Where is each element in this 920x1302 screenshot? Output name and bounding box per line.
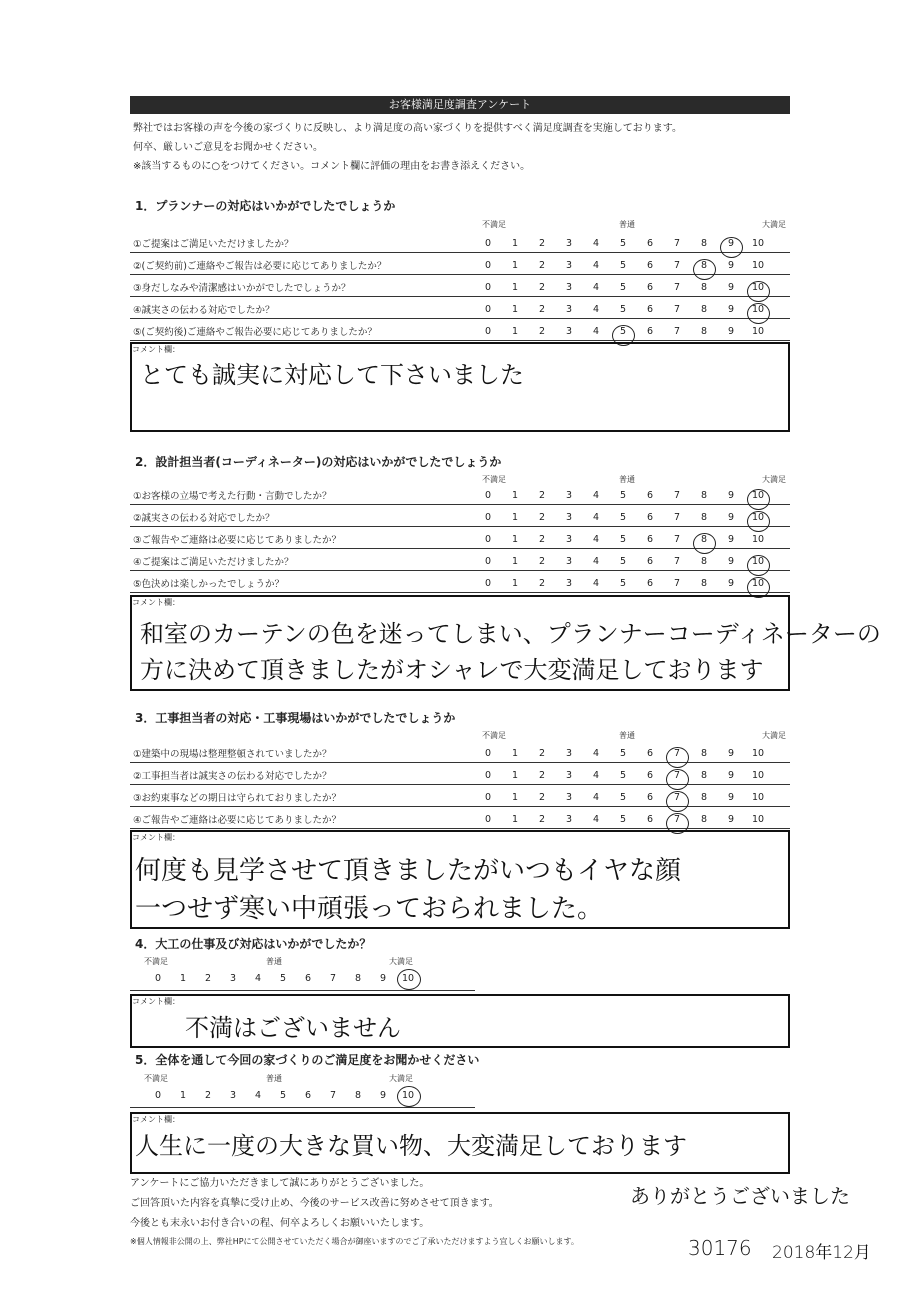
rating-option[interactable]: 0: [484, 578, 492, 589]
scale-low-label: 不満足: [482, 731, 506, 740]
rating-option[interactable]: 0: [484, 512, 492, 523]
rating-option[interactable]: 1: [511, 814, 519, 825]
rating-option[interactable]: 8: [700, 282, 708, 293]
rating-option[interactable]: 4: [254, 973, 262, 984]
rating-option[interactable]: 7: [673, 304, 681, 315]
comment-label: コメント欄：: [132, 997, 180, 1006]
rating-option[interactable]: 10: [401, 973, 415, 984]
handwritten-date: 2018年12月: [772, 1243, 871, 1263]
rating-option[interactable]: 0: [484, 238, 492, 249]
scale-high-label: 大満足: [389, 957, 413, 966]
rating-option[interactable]: 8: [694, 260, 714, 271]
question-row: [130, 298, 790, 319]
rating-option[interactable]: 8: [700, 556, 708, 567]
section-4-title: 4．大工の仕事及び対応はいかがでしたか？: [135, 937, 372, 951]
rating-option[interactable]: 5: [619, 792, 627, 803]
rating-option[interactable]: 2: [538, 490, 546, 501]
rating-option[interactable]: 2: [538, 282, 546, 293]
handwritten-comment: 一つせず寒い中頑張っておられました。: [135, 894, 604, 924]
section-2-title: 2．設計担当者(コーディネーター)の対応はいかがでしたでしょうか: [135, 455, 502, 469]
rating-option[interactable]: 7: [673, 282, 681, 293]
rating-option[interactable]: 10: [748, 578, 768, 589]
rating-option[interactable]: 4: [592, 326, 600, 337]
rating-option[interactable]: 5: [619, 490, 627, 501]
rating-option[interactable]: 1: [511, 792, 519, 803]
rating-option[interactable]: 0: [484, 770, 492, 781]
survey-title: お客様満足度調査アンケート: [130, 96, 790, 114]
rating-option[interactable]: 4: [592, 260, 600, 271]
question-row: [130, 506, 790, 527]
rating-option[interactable]: 1: [511, 556, 519, 567]
rating-option[interactable]: 8: [700, 326, 708, 337]
rating-option[interactable]: 1: [511, 238, 519, 249]
rating-underline: [130, 1107, 475, 1108]
rating-option[interactable]: 9: [727, 556, 735, 567]
rating-option[interactable]: 0: [484, 304, 492, 315]
rating-option[interactable]: 9: [727, 748, 735, 759]
handwritten-comment: 方に決めて頂きましたがオシャレで大変満足しております: [140, 656, 764, 684]
rating-option[interactable]: 2: [538, 260, 546, 271]
section-3-title: 3．工事担当者の対応・工事現場はいかがでしたでしょうか: [135, 711, 456, 725]
rating-option[interactable]: 8: [700, 578, 708, 589]
footer-closing: 今後とも末永いお付き合いの程、何卒よろしくお願いいたします。: [130, 1218, 430, 1229]
rating-option[interactable]: 3: [565, 748, 573, 759]
selected-rating-circle: [397, 1086, 421, 1107]
rating-option[interactable]: 2: [538, 304, 546, 315]
question-row: [130, 276, 790, 297]
rating-option[interactable]: 8: [694, 534, 714, 545]
rating-option[interactable]: 8: [700, 814, 708, 825]
question-text: ⑤色決めは楽しかったでしょうか？: [133, 579, 285, 590]
scale-low-label: 不満足: [482, 220, 506, 229]
scale-low-label: 不満足: [144, 957, 168, 966]
rating-option[interactable]: 6: [646, 770, 654, 781]
rating-option[interactable]: 6: [646, 534, 654, 545]
scale-mid-label: 普通: [619, 220, 635, 229]
rating-option[interactable]: 6: [646, 792, 654, 803]
rating-option[interactable]: 5: [619, 556, 627, 567]
rating-option[interactable]: 3: [565, 282, 573, 293]
rating-option[interactable]: 0: [484, 282, 492, 293]
rating-option[interactable]: 5: [619, 748, 627, 759]
rating-option[interactable]: 8: [700, 748, 708, 759]
rating-option[interactable]: 8: [700, 770, 708, 781]
rating-option[interactable]: 7: [673, 260, 681, 271]
rating-option[interactable]: 8: [700, 238, 708, 249]
rating-option[interactable]: 9: [379, 1090, 387, 1101]
question-row: [130, 528, 790, 549]
rating-option[interactable]: 5: [279, 1090, 287, 1101]
rating-option[interactable]: 10: [751, 770, 765, 781]
rating-option[interactable]: 3: [565, 260, 573, 271]
question-row: [130, 550, 790, 571]
rating-option[interactable]: 5: [619, 534, 627, 545]
question-row: [130, 254, 790, 275]
rating-option[interactable]: 7: [673, 490, 681, 501]
rating-option[interactable]: 7: [673, 534, 681, 545]
intro-text-1: 弊社ではお客様の声を今後の家づくりに反映し、より満足度の高い家づくりを提供すべく満足度調査を実施しております。: [133, 123, 682, 134]
rating-option[interactable]: 1: [511, 282, 519, 293]
question-row: [130, 764, 790, 785]
rating-option[interactable]: 2: [538, 748, 546, 759]
handwritten-comment: 不満はございません: [185, 1014, 401, 1042]
rating-option[interactable]: 4: [592, 814, 600, 825]
rating-option[interactable]: 2: [538, 512, 546, 523]
rating-option[interactable]: 1: [511, 770, 519, 781]
question-row: [130, 808, 790, 829]
question-text: ④誠実さの伝わる対応でしたか？: [133, 305, 275, 316]
rating-option[interactable]: 8: [700, 512, 708, 523]
rating-option[interactable]: 4: [592, 534, 600, 545]
rating-option[interactable]: 10: [751, 814, 765, 825]
rating-option[interactable]: 0: [484, 260, 492, 271]
rating-option[interactable]: 2: [538, 534, 546, 545]
rating-option[interactable]: 1: [511, 578, 519, 589]
scale-low-label: 不満足: [482, 475, 506, 484]
question-text: ③お約束事などの期日は守られておりましたか？: [133, 793, 342, 804]
rating-option[interactable]: 8: [700, 792, 708, 803]
scale-mid-label: 普通: [266, 1074, 282, 1083]
rating-option[interactable]: 6: [646, 748, 654, 759]
rating-option[interactable]: 1: [511, 512, 519, 523]
rating-option[interactable]: 2: [538, 556, 546, 567]
handwritten-thanks: ありがとうございました: [630, 1184, 850, 1208]
scale-high-label: 大満足: [389, 1074, 413, 1083]
rating-option[interactable]: 2: [538, 326, 546, 337]
scale-high-label: 大満足: [762, 731, 786, 740]
rating-option[interactable]: 10: [748, 512, 768, 523]
scale-mid-label: 普通: [619, 731, 635, 740]
rating-option[interactable]: 8: [354, 973, 362, 984]
rating-option[interactable]: 3: [565, 304, 573, 315]
rating-option[interactable]: 8: [700, 304, 708, 315]
rating-option[interactable]: 3: [565, 792, 573, 803]
rating-option[interactable]: 10: [751, 238, 765, 249]
question-text: ②(ご契約前)ご連絡やご報告は必要に応じてありましたか？: [133, 261, 387, 272]
question-text: ⑤(ご契約後)ご連絡やご報告必要に応じてありましたか？: [133, 327, 377, 338]
rating-option[interactable]: 7: [329, 1090, 337, 1101]
comment-label: コメント欄：: [132, 345, 180, 354]
rating-option[interactable]: 9: [727, 814, 735, 825]
rating-option[interactable]: 6: [646, 260, 654, 271]
rating-option[interactable]: 5: [619, 282, 627, 293]
rating-option[interactable]: 6: [646, 578, 654, 589]
comment-label: コメント欄：: [132, 833, 180, 842]
rating-option[interactable]: 2: [204, 973, 212, 984]
question-text: ④ご提案はご満足いただけましたか？: [133, 557, 294, 568]
rating-option[interactable]: 5: [619, 770, 627, 781]
comment-label: コメント欄：: [132, 598, 180, 607]
rating-option[interactable]: 0: [484, 792, 492, 803]
handwritten-id: 30176: [688, 1236, 752, 1260]
handwritten-comment: 和室のカーテンの色を迷ってしまい、プランナーコーディネーターの: [140, 620, 881, 648]
rating-option[interactable]: 2: [204, 1090, 212, 1101]
rating-option[interactable]: 9: [727, 304, 735, 315]
rating-option[interactable]: 5: [619, 260, 627, 271]
rating-option[interactable]: 10: [751, 326, 765, 337]
footer-privacy-note: ※個人情報非公開の上、弊社HPにて公開させていただく場合が御座いますのでご了承いただけますよう宜しくお願いします。: [130, 1237, 579, 1246]
rating-option[interactable]: 5: [279, 973, 287, 984]
rating-option[interactable]: 9: [727, 326, 735, 337]
rating-option[interactable]: 1: [179, 1090, 187, 1101]
rating-option[interactable]: 0: [484, 326, 492, 337]
intro-text-2: 何卒、厳しいご意見をお聞かせください。: [133, 142, 323, 153]
rating-option[interactable]: 1: [511, 490, 519, 501]
rating-option[interactable]: 6: [646, 304, 654, 315]
rating-option[interactable]: 3: [229, 973, 237, 984]
rating-option[interactable]: 1: [511, 534, 519, 545]
rating-option[interactable]: 0: [154, 1090, 162, 1101]
question-text: ①建築中の現場は整理整頓されていましたか？: [133, 749, 332, 760]
rating-option[interactable]: 9: [727, 260, 735, 271]
rating-option[interactable]: 0: [484, 490, 492, 501]
question-text: ②工事担当者は誠実さの伝わる対応でしたか？: [133, 771, 332, 782]
rating-option[interactable]: 6: [304, 1090, 312, 1101]
rating-option[interactable]: 0: [154, 973, 162, 984]
rating-option[interactable]: 3: [229, 1090, 237, 1101]
rating-option[interactable]: 9: [727, 792, 735, 803]
rating-option[interactable]: 3: [565, 556, 573, 567]
rating-option[interactable]: 10: [751, 792, 765, 803]
rating-option[interactable]: 6: [646, 556, 654, 567]
rating-option[interactable]: 5: [619, 238, 627, 249]
rating-option[interactable]: 0: [484, 748, 492, 759]
rating-option[interactable]: 3: [565, 512, 573, 523]
rating-option[interactable]: 2: [538, 814, 546, 825]
rating-option[interactable]: 1: [179, 973, 187, 984]
rating-option[interactable]: 6: [304, 973, 312, 984]
rating-option[interactable]: 3: [565, 814, 573, 825]
rating-option[interactable]: 9: [379, 973, 387, 984]
rating-option[interactable]: 5: [619, 814, 627, 825]
question-row: [130, 232, 790, 253]
rating-option[interactable]: 0: [484, 814, 492, 825]
footer-thanks: アンケートにご協力いただきまして誠にありがとうございました。: [130, 1178, 430, 1189]
comment-label: コメント欄：: [132, 1115, 180, 1124]
question-text: ③ご報告やご連絡は必要に応じてありましたか？: [133, 535, 342, 546]
rating-option[interactable]: 8: [700, 490, 708, 501]
rating-option[interactable]: 7: [673, 512, 681, 523]
rating-option[interactable]: 7: [673, 578, 681, 589]
question-text: ①お客様の立場で考えた行動・言動でしたか？: [133, 491, 332, 502]
rating-option[interactable]: 5: [619, 578, 627, 589]
rating-option[interactable]: 4: [592, 282, 600, 293]
rating-option[interactable]: 7: [673, 556, 681, 567]
rating-option[interactable]: 6: [646, 238, 654, 249]
rating-option[interactable]: 3: [565, 490, 573, 501]
scale-high-label: 大満足: [762, 475, 786, 484]
scale-mid-label: 普通: [619, 475, 635, 484]
rating-option[interactable]: 2: [538, 238, 546, 249]
rating-option[interactable]: 7: [667, 814, 687, 825]
rating-option[interactable]: 10: [748, 282, 768, 293]
rating-option[interactable]: 4: [592, 512, 600, 523]
rating-option[interactable]: 4: [592, 304, 600, 315]
rating-option[interactable]: 3: [565, 770, 573, 781]
rating-option[interactable]: 5: [619, 304, 627, 315]
rating-option[interactable]: 10: [748, 556, 768, 567]
question-row: [130, 572, 790, 593]
rating-option[interactable]: 7: [667, 770, 687, 781]
rating-option[interactable]: 1: [511, 326, 519, 337]
rating-option[interactable]: 9: [727, 490, 735, 501]
rating-option[interactable]: 3: [565, 326, 573, 337]
rating-option[interactable]: 4: [592, 770, 600, 781]
rating-option[interactable]: 5: [619, 512, 627, 523]
rating-option[interactable]: 10: [748, 304, 768, 315]
section-1-title: 1．プランナーの対応はいかがでしたでしょうか: [135, 199, 396, 213]
question-row: [130, 320, 790, 341]
rating-option[interactable]: 9: [727, 512, 735, 523]
rating-option[interactable]: 4: [592, 748, 600, 759]
rating-option[interactable]: 3: [565, 238, 573, 249]
question-row: [130, 484, 790, 505]
handwritten-comment: 何度も見学させて頂きましたがいつもイヤな顔: [135, 856, 682, 886]
rating-option[interactable]: 2: [538, 578, 546, 589]
rating-option[interactable]: 6: [646, 814, 654, 825]
rating-option[interactable]: 7: [329, 973, 337, 984]
rating-option[interactable]: 0: [484, 534, 492, 545]
rating-option[interactable]: 7: [673, 238, 681, 249]
rating-option[interactable]: 6: [646, 490, 654, 501]
rating-option[interactable]: 5: [613, 326, 633, 337]
intro-text-3: ※該当するものに○をつけてください。コメント欄に評価の理由をお書き添えください。: [133, 161, 531, 172]
rating-option[interactable]: 2: [538, 770, 546, 781]
rating-option[interactable]: 4: [592, 556, 600, 567]
rating-option[interactable]: 10: [751, 748, 765, 759]
footer-commitment: ご回答頂いた内容を真摯に受け止め、今後のサービス改善に努めさせて頂きます。: [130, 1198, 499, 1209]
rating-option[interactable]: 10: [748, 490, 768, 501]
question-text: ④ご報告やご連絡は必要に応じてありましたか？: [133, 815, 342, 826]
rating-option[interactable]: 7: [667, 792, 687, 803]
rating-option[interactable]: 7: [673, 326, 681, 337]
rating-option[interactable]: 3: [565, 534, 573, 545]
rating-option[interactable]: 8: [354, 1090, 362, 1101]
question-text: ②誠実さの伝わる対応でしたか？: [133, 513, 275, 524]
rating-option[interactable]: 1: [511, 304, 519, 315]
section-5-title: 5．全体を通して今回の家づくりのご満足度をお聞かせください: [135, 1053, 480, 1067]
rating-option[interactable]: 6: [646, 282, 654, 293]
handwritten-comment: 人生に一度の大きな買い物、大変満足しております: [135, 1132, 687, 1160]
rating-option[interactable]: 9: [727, 282, 735, 293]
question-text: ①ご提案はご満足いただけましたか？: [133, 239, 294, 250]
rating-option[interactable]: 4: [592, 792, 600, 803]
handwritten-comment: とても誠実に対応して下さいました: [140, 361, 524, 389]
rating-option[interactable]: 10: [751, 260, 765, 271]
selected-rating-circle: [397, 969, 421, 990]
scale-high-label: 大満足: [762, 220, 786, 229]
rating-option[interactable]: 0: [484, 556, 492, 567]
rating-option[interactable]: 4: [592, 238, 600, 249]
rating-option[interactable]: 9: [721, 238, 741, 249]
rating-underline: [130, 990, 475, 991]
rating-option[interactable]: 2: [538, 792, 546, 803]
rating-option[interactable]: 1: [511, 260, 519, 271]
rating-option[interactable]: 10: [401, 1090, 415, 1101]
rating-option[interactable]: 7: [667, 748, 687, 759]
rating-option[interactable]: 1: [511, 748, 519, 759]
question-row: [130, 742, 790, 763]
scale-low-label: 不満足: [144, 1074, 168, 1083]
scale-mid-label: 普通: [266, 957, 282, 966]
rating-option[interactable]: 9: [727, 770, 735, 781]
rating-option[interactable]: 4: [592, 578, 600, 589]
rating-option[interactable]: 4: [254, 1090, 262, 1101]
rating-option[interactable]: 9: [727, 534, 735, 545]
rating-option[interactable]: 6: [646, 326, 654, 337]
rating-option[interactable]: 4: [592, 490, 600, 501]
rating-option[interactable]: 9: [727, 578, 735, 589]
rating-option[interactable]: 10: [751, 534, 765, 545]
question-row: [130, 786, 790, 807]
rating-option[interactable]: 6: [646, 512, 654, 523]
rating-option[interactable]: 3: [565, 578, 573, 589]
question-text: ③身だしなみや清潔感はいかがでしたでしょうか？: [133, 283, 351, 294]
